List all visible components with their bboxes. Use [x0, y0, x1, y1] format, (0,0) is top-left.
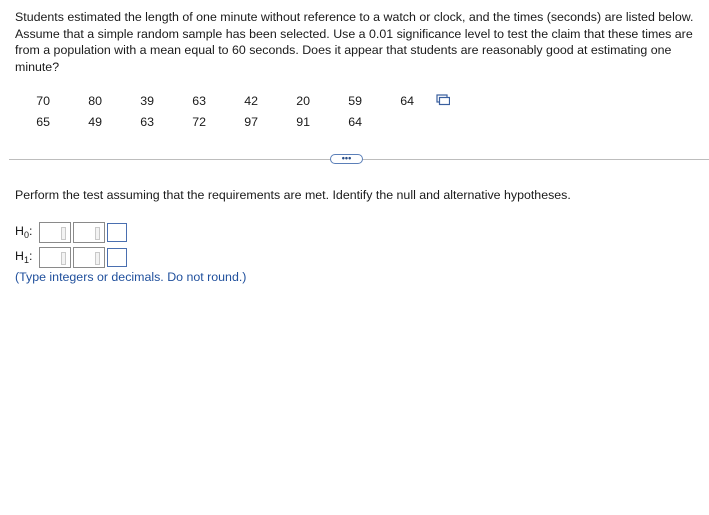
null-hypothesis-label: $H_0$:: [15, 224, 33, 240]
data-cell: 49: [88, 114, 102, 129]
alternative-hypothesis-label: $H_1$:: [15, 249, 33, 265]
data-cell: 42: [244, 93, 258, 108]
instruction-text: Perform the test assuming that the requirements are met. Identify the null and alternative hypotheses.: [15, 188, 571, 202]
data-cell: 59: [348, 93, 362, 108]
h1-relation-select[interactable]: [73, 247, 105, 268]
data-cell: 64: [348, 114, 362, 129]
data-cell: 64: [400, 93, 414, 108]
data-cell: 91: [296, 114, 310, 129]
data-cell: 70: [36, 93, 50, 108]
h0-value-input[interactable]: [107, 223, 127, 242]
h1-value-input[interactable]: [107, 248, 127, 267]
expand-more-button[interactable]: •••: [330, 154, 363, 164]
h0-parameter-select[interactable]: [39, 222, 71, 243]
alternative-hypothesis-row: [15, 246, 127, 268]
data-cell: 63: [140, 114, 154, 129]
data-cell: 63: [192, 93, 206, 108]
h0-relation-select[interactable]: [73, 222, 105, 243]
data-cell: 39: [140, 93, 154, 108]
h1-parameter-select[interactable]: [39, 247, 71, 268]
answer-format-note: (Type integers or decimals. Do not round.): [15, 270, 247, 284]
table-row: [15, 111, 414, 132]
data-cell: 20: [296, 93, 310, 108]
table-row: [15, 90, 414, 111]
data-cell: 80: [88, 93, 102, 108]
data-cell: 97: [244, 114, 258, 129]
data-table: [15, 90, 414, 132]
question-text: Students estimated the length of one minute without reference to a watch or clock, and the times (seconds) are listed below. Assume that a simple random sample has been selected. Use a 0.01 significance level to test the claim that these times are from a population with a mean equal to 60 seconds. Does it appear that students are reasonably good at estimating one minute?: [15, 10, 694, 74]
data-cell: 65: [36, 114, 50, 129]
copy-data-icon[interactable]: [436, 94, 450, 106]
null-hypothesis-row: [15, 221, 127, 243]
data-cell: 72: [192, 114, 206, 129]
